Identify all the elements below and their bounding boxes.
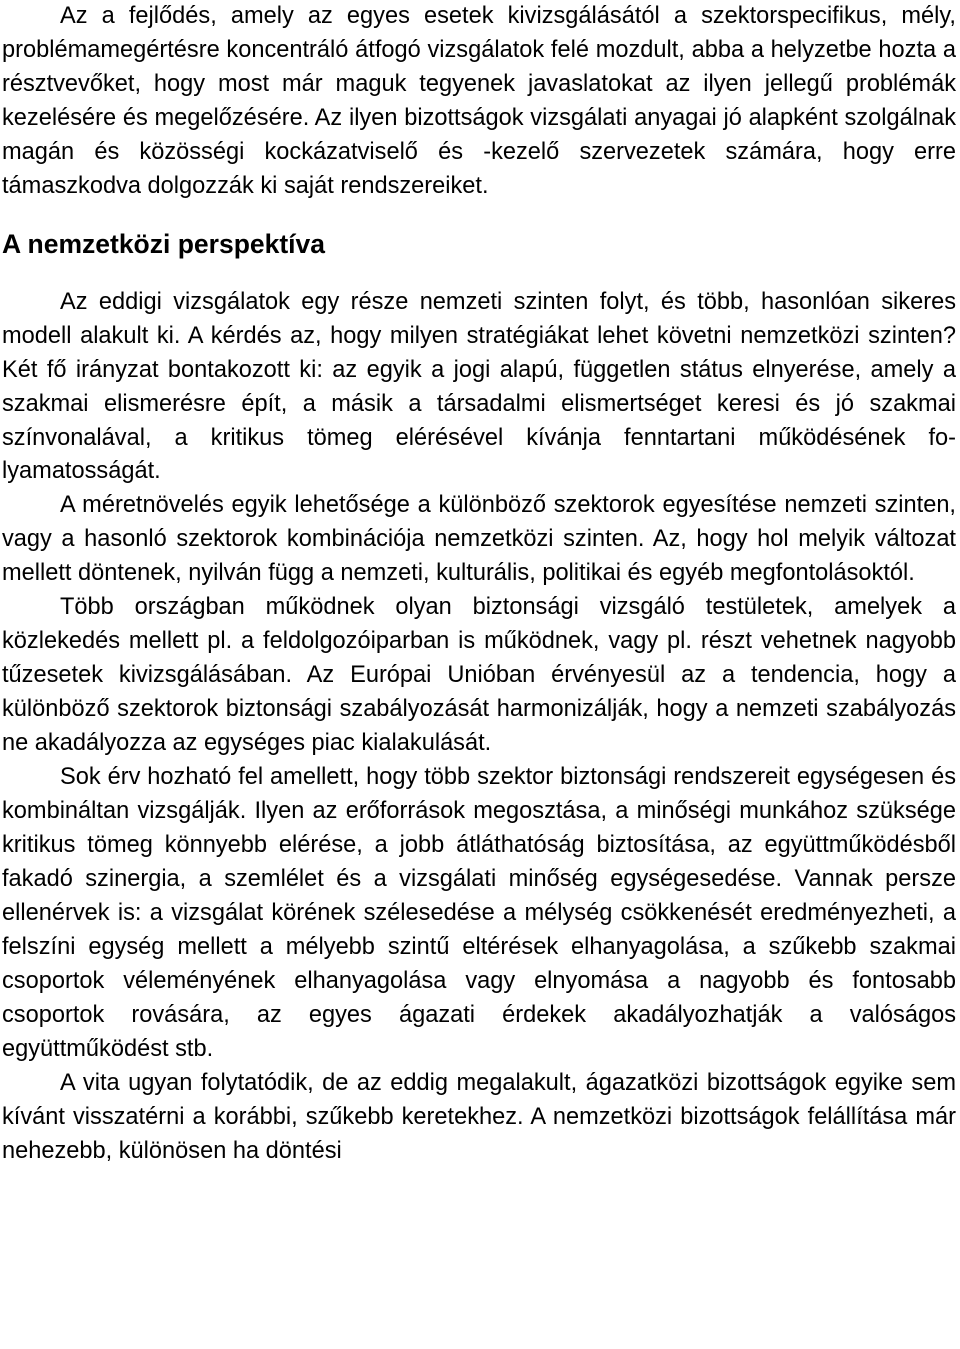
paragraph: Sok érv hozható fel amellett, hogy több szektor biztonsági rendszereit egységesen és kombináltan vizsgálják. Ilyen az erőforrások megosztása, a minőségi munkához szüksége kritikus tömeg könnyebb elérése, a jobb átláthatóság biztosítása, az együttműködésből fakadó szinergia, a szemlélet és a vizsgálati minőség egységesedése. Vannak persze ellenérvek is: a vizsgálat körének szélesedése a mélység csökkenését eredményezheti, a felszíni egység mellett a mélyebb szintű eltérések elhanyagolása, a szűkebb szakmai csoportok véleményének elhanyagolása vagy elnyomása a nagyobb és fontosabb csoportok rovására, az egyes ágazati érdekek akadályozhatják a valóságos együttműködést stb.: [2, 764, 956, 1062]
paragraph: A vita ugyan folytatódik, de az eddig megalakult, ágazatközi bizottságok egyike sem kívánt visszatérni a korábbi, szűkebb keretekhez. A nemzetközi bizottságok felállítása már nehezebb, különösen ha döntési: [2, 1069, 956, 1164]
section-heading: A nemzetközi perspektíva: [2, 228, 326, 259]
paragraph-intro: Az a fejlődés, amely az egyes esetek kivizsgálásától a szektorspecifikus, mély, problémamegértésre koncentráló átfogó vizsgálatok felé mozdult, abba a helyzetbe hozta a résztvevőket, hogy most már maguk tegyenek javaslatokat az ilyen jellegű problémák kezelésére és megelőzésére. Az ilyen bizottságok vizsgálati anyagai jó alapként szolgálnak magán és közösségi kockázatviselő és -kezelő szervezetek számára, hogy erre támaszkodva dolgozzák ki saját rendszereiket.: [2, 3, 956, 199]
paragraph: A méretnövelés egyik lehetősége a különböző szektorok egyesítése nemzeti szinten, vagy a hasonló szektorok kombinációja nemzetközi szinten. Az, hogy hol melyik változat mellett döntenek, nyilván függ a nemzeti, kulturális, politikai és egyéb megfontolásoktól.: [2, 492, 956, 587]
paragraph: Az eddigi vizsgálatok egy része nemzeti szinten folyt, és több, hasonlóan sikeres modell alakult ki. A kérdés az, hogy milyen stratégiákat lehet követni nemzetközi szinten? Két fő irányzat bontakozott ki: az egyik a jogi alapú, független státus elnyerése, amely a szakmai elismerésre épít, a másik a társadalmi elismertséget keresi és jó szakmai színvonalával, a kritikus tömeg elérésével kívánja fenntartani működésének folyamatosságát.: [2, 288, 956, 485]
paragraph: Több országban működnek olyan biztonsági vizsgáló testületek, amelyek a közlekedés mellett pl. a feldolgozóiparban is működnek, vagy pl. részt vehetnek nagyobb tűzesetek kivizsgálásában. Az Európai Unióban érvényesül az a tendencia, hogy a különböző szektorok biztonsági szabályozását harmonizálják, hogy a nemzeti szabályozás ne akadályozza az egységes piac kialakulását.: [2, 594, 956, 757]
document-page: [2, 0, 956, 1169]
